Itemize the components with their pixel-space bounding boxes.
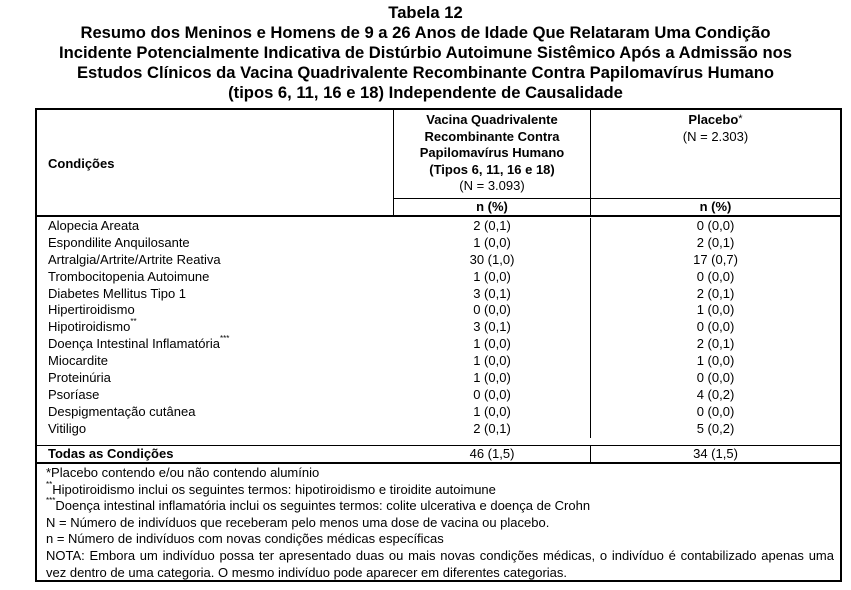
table-title-line-3: Estudos Clínicos da Vacina Quadrivalente Recombinante Contra Papilomavírus Humano <box>76 63 775 82</box>
conditions-table <box>35 108 842 582</box>
placebo-value: 5 (0,2) <box>696 420 735 436</box>
placebo-value: 0 (0,0) <box>696 268 735 284</box>
table-row <box>37 252 840 269</box>
vaccine-header-line: Vacina Quadrivalente <box>426 112 558 127</box>
vaccine-value: 1 (0,0) <box>394 269 591 286</box>
footnote-hipotiroidismo: **Hipotiroidismo inclui os seguintes termos: hipotiroidismo e tiroidite autoimune <box>46 479 496 497</box>
condition-name: Espondilite Anquilosante <box>48 234 190 250</box>
placebo-column-header <box>591 110 840 129</box>
vaccine-value: 1 (0,0) <box>394 336 591 353</box>
table-caption <box>0 3 851 103</box>
condition-name: Vitiligo <box>48 420 87 436</box>
table-row <box>37 319 840 336</box>
condition-name: Trombocitopenia Autoimune <box>48 268 210 284</box>
condition-name: Despigmentação cutânea <box>48 403 196 419</box>
table-body <box>37 218 840 438</box>
placebo-value: 0 (0,0) <box>696 218 735 233</box>
table-footnotes <box>46 465 834 581</box>
condition-name: Miocardite <box>48 353 108 369</box>
footnote-nota: NOTA: Embora um indivíduo possa ter apresentado duas ou mais novas condições médicas, o indivíduo é contabilizado apenas uma vez dentro de uma categoria. O mesmo indivíduo pode aparecer em diferentes categorias. <box>46 547 834 580</box>
vaccine-header-line: Papilomavírus Humano <box>419 145 565 161</box>
placebo-value: 0 (0,0) <box>696 370 735 386</box>
table-row <box>37 336 840 353</box>
vaccine-n-pct-header: n (%) <box>394 199 591 215</box>
vaccine-value: 1 (0,0) <box>394 235 591 252</box>
placebo-value: 4 (0,2) <box>696 386 735 402</box>
total-placebo-value: 34 (1,5) <box>693 446 738 461</box>
table-label: Tabela 12 <box>388 3 463 22</box>
vaccine-header-cell <box>394 110 591 199</box>
table-row <box>37 286 840 303</box>
placebo-value: 0 (0,0) <box>696 319 735 335</box>
table-row <box>37 269 840 286</box>
footnote-n-definition: n = Número de indivíduos com novas condições médicas específicas <box>46 531 444 547</box>
total-vaccine-value: 46 (1,5) <box>394 446 591 463</box>
vaccine-value: 1 (0,0) <box>394 353 591 370</box>
vaccine-column-header <box>394 110 590 178</box>
condition-name: Proteinúria <box>48 370 111 386</box>
table-row <box>37 218 840 235</box>
conditions-header-cell <box>37 110 394 215</box>
placebo-footnote-mark: * <box>738 113 743 125</box>
placebo-header-label: Placebo <box>688 112 739 127</box>
placebo-value: 1 (0,0) <box>696 353 735 369</box>
vaccine-sample-size: (N = 3.093) <box>459 178 525 194</box>
vaccine-value: 0 (0,0) <box>394 302 591 319</box>
placebo-value: 2 (0,1) <box>696 234 735 250</box>
total-label: Todas as Condições <box>48 446 174 461</box>
condition-name: Artralgia/Artrite/Artrite Reativa <box>48 251 221 267</box>
total-rule <box>37 462 840 464</box>
placebo-header-cell <box>591 110 840 199</box>
vaccine-value: 1 (0,0) <box>394 370 591 387</box>
table-row <box>37 235 840 252</box>
table-title-line-4: (tipos 6, 11, 16 e 18) Independente de Causalidade <box>228 83 623 102</box>
vaccine-value: 1 (0,0) <box>394 404 591 421</box>
placebo-value: 1 (0,0) <box>696 302 735 318</box>
vaccine-header-line: Recombinante Contra <box>424 128 560 144</box>
condition-name: Diabetes Mellitus Tipo 1 <box>48 285 187 301</box>
vaccine-header-line: (Tipos 6, 11, 16 e 18) <box>429 161 555 177</box>
table-row <box>37 370 840 387</box>
footnote-mark: ** <box>130 317 137 327</box>
table-row <box>37 404 840 421</box>
footnote-N-definition: N = Número de indivíduos que receberam pelo menos uma dose de vacina ou placebo. <box>46 514 550 530</box>
vaccine-value: 3 (0,1) <box>394 319 591 336</box>
placebo-value: 2 (0,1) <box>696 336 735 352</box>
footnote-placebo: *Placebo contendo e/ou não contendo alumínio <box>46 465 320 480</box>
table-row <box>37 387 840 404</box>
vaccine-value: 2 (0,1) <box>394 421 591 438</box>
header-rule <box>37 215 840 217</box>
vaccine-value: 2 (0,1) <box>394 218 591 235</box>
conditions-column-header: Condições <box>48 156 115 171</box>
footnote-dii: ***Doença intestinal inflamatória inclui os seguintes termos: colite ulcerativa e doença de Crohn <box>46 496 591 514</box>
condition-name: Hipertiroidismo <box>48 302 135 318</box>
table-row <box>37 302 840 319</box>
placebo-value: 0 (0,0) <box>696 403 735 419</box>
condition-name: Doença Intestinal Inflamatória*** <box>48 334 230 352</box>
placebo-value: 17 (0,7) <box>693 251 738 267</box>
placebo-n-pct-header: n (%) <box>699 199 732 214</box>
vaccine-value: 0 (0,0) <box>394 387 591 404</box>
total-row <box>37 445 840 463</box>
condition-name: Psoríase <box>48 386 100 402</box>
placebo-sample-size: (N = 2.303) <box>682 128 749 144</box>
vaccine-value: 3 (0,1) <box>394 286 591 303</box>
table-title-line-1: Resumo dos Meninos e Homens de 9 a 26 Anos de Idade Que Relataram Uma Condição <box>80 23 771 42</box>
placebo-value: 2 (0,1) <box>696 285 735 301</box>
table-row <box>37 421 840 438</box>
footnote-mark: *** <box>219 334 230 344</box>
condition-name: Alopecia Areata <box>48 218 140 233</box>
condition-name: Hipotiroidismo** <box>48 317 137 335</box>
table-title-line-2: Incidente Potencialmente Indicativa de Distúrbio Autoimune Sistêmico Após a Admissão nos <box>58 43 793 62</box>
vaccine-value: 30 (1,0) <box>394 252 591 269</box>
table-row <box>37 353 840 370</box>
